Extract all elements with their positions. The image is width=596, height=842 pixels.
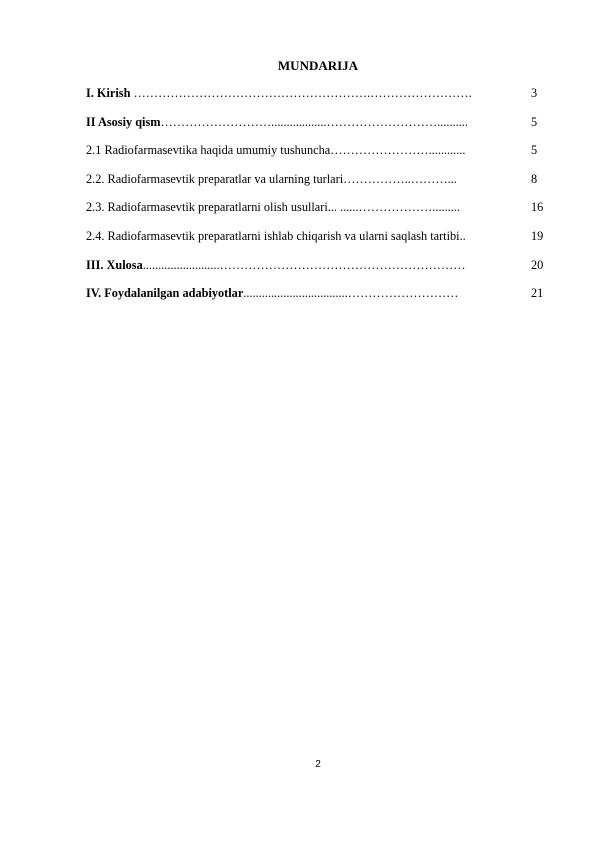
toc-entry-2-2[interactable]	[86, 172, 551, 186]
toc-entry-page-number: 8	[531, 171, 538, 186]
toc-entry-leader: ..................................………………………	[243, 286, 459, 301]
toc-entry-label: I. Kirish	[86, 86, 131, 100]
toc-entry-page-number: 21	[531, 286, 544, 301]
toc-entry-page-number: 3	[531, 86, 538, 100]
toc-entry-leader: ……………..………...	[343, 171, 457, 186]
toc-entry-text	[86, 86, 521, 100]
toc-entry-label: 2.4. Radiofarmasevtik preparatlarni ishlab chiqarish va ularni saqlash tartibi	[86, 228, 460, 243]
toc-entry-leader: ………………………..................………………………..........	[160, 114, 468, 129]
toc-entry-leader: ... ......……………….........	[327, 200, 460, 215]
toc-entry-adabiyotlar[interactable]	[86, 286, 551, 300]
toc-entry-leader: ……………………............	[330, 143, 466, 158]
toc-entry-text	[86, 172, 521, 186]
toc-entry-2-4[interactable]	[86, 229, 551, 243]
toc-entry-page-number: 5	[531, 114, 538, 129]
toc-entry-label: III. Xulosa	[86, 257, 143, 272]
toc-entry-label: 2.2. Radiofarmasevtik preparatlar va ularning turlari	[86, 171, 344, 186]
toc-entry-leader: ………………………………………………….…………………….	[130, 86, 472, 100]
toc-entry-text	[86, 258, 521, 272]
toc-entry-label: II Asosiy qism	[86, 114, 161, 129]
toc-entry-2-3[interactable]	[86, 200, 551, 214]
toc-entry-label: 2.3. Radiofarmasevtik preparatlarni olish usullari	[86, 200, 328, 215]
toc-entry-text	[86, 200, 521, 214]
toc-title: MUNDARIJA	[277, 58, 359, 73]
toc-entry-2-1[interactable]	[86, 143, 551, 157]
toc-entry-page-number: 20	[531, 257, 544, 272]
toc-entry-page-number: 5	[531, 143, 538, 158]
toc-entry-page-number: 19	[531, 228, 544, 243]
toc-entry-kirish[interactable]	[86, 86, 551, 100]
toc-entry-label: IV. Foydalanilgan adabiyotlar	[86, 286, 244, 301]
toc-entry-text	[86, 229, 521, 243]
toc-entry-page-number: 16	[531, 200, 544, 215]
toc-entry-leader: .........................……………………………………………………	[142, 257, 466, 272]
toc-entry-text	[86, 143, 521, 157]
toc-entry-xulosa[interactable]	[86, 258, 551, 272]
page-number: 2	[315, 759, 321, 770]
toc-entry-label: 2.1 Radiofarmasevtika haqida umumiy tushuncha	[86, 143, 331, 158]
table-of-contents	[86, 86, 551, 315]
toc-entry-text	[86, 286, 521, 300]
toc-entry-leader: ..	[459, 228, 466, 243]
toc-entry-text	[86, 115, 521, 129]
toc-entry-asosiy-qism[interactable]	[86, 115, 551, 129]
